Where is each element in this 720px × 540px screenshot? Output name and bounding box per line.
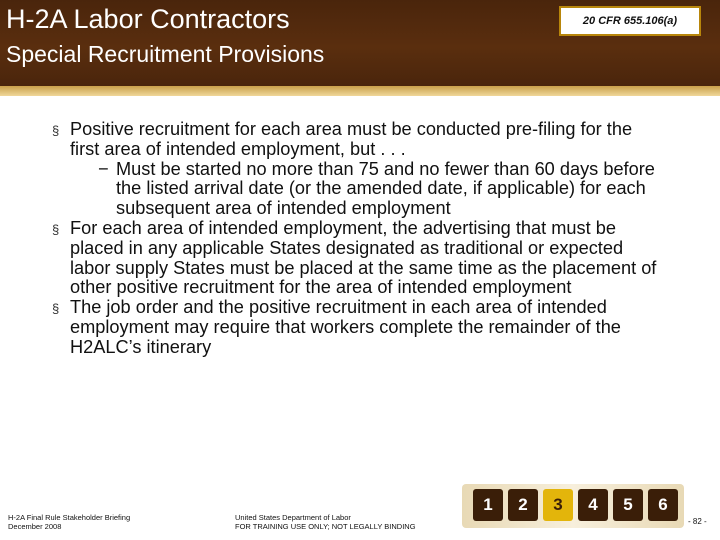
bullet-text: For each area of intended employment, the advertising that must be placed in any applicable States designated as traditional or expected labor supply States must be placed at the same time as the placement of other positive recruitment for the area of intended employment	[70, 217, 657, 298]
slide-title: H-2A Labor Contractors	[6, 4, 290, 34]
bullet-text: Positive recruitment for each area must be conducted pre-filing for the first area of intended employment, but . . .	[70, 119, 633, 159]
bullet-marker-icon: §	[52, 301, 60, 317]
footer-briefing-date: December 2008	[8, 522, 62, 531]
bullet-marker-icon: §	[52, 123, 60, 138]
step-5-button[interactable]: 5	[613, 489, 643, 521]
citation-badge: 20 CFR 655.106(a)	[559, 6, 701, 36]
bullet-text: The job order and the positive recruitment in each area of intended employment may require that workers complete the remainder of the H2ALC’s itinerary	[70, 297, 621, 357]
bullet-item	[52, 219, 662, 298]
footer-agency-name: United States Department of Labor	[235, 513, 351, 522]
sub-bullet-text: Must be started no more than 75 and no fewer than 60 days before the listed arrival date (or the amended date, if applicable) for each subsequent area of intended employment	[116, 158, 655, 219]
bullet-marker-icon: §	[52, 221, 60, 237]
bullet-list	[52, 120, 662, 358]
page-number: - 82 -	[688, 517, 707, 526]
step-6-button[interactable]: 6	[648, 489, 678, 521]
slide-subtitle: Special Recruitment Provisions	[6, 41, 325, 67]
dash-marker-icon: −	[98, 158, 109, 179]
footer-briefing-info	[8, 513, 130, 531]
sub-bullet-item	[52, 160, 662, 219]
footer-briefing-title: H-2A Final Rule Stakeholder Briefing	[8, 513, 131, 522]
slide-header	[0, 0, 720, 86]
step-1-button[interactable]: 1	[473, 489, 503, 521]
footer-agency-info	[235, 513, 416, 531]
bullet-item	[52, 298, 662, 357]
step-2-button[interactable]: 2	[508, 489, 538, 521]
step-3-button[interactable]: 3	[543, 489, 573, 521]
step-4-button[interactable]: 4	[578, 489, 608, 521]
header-divider	[0, 86, 720, 96]
footer-disclaimer: FOR TRAINING USE ONLY; NOT LEGALLY BINDING	[235, 522, 416, 531]
bullet-item	[52, 120, 662, 160]
